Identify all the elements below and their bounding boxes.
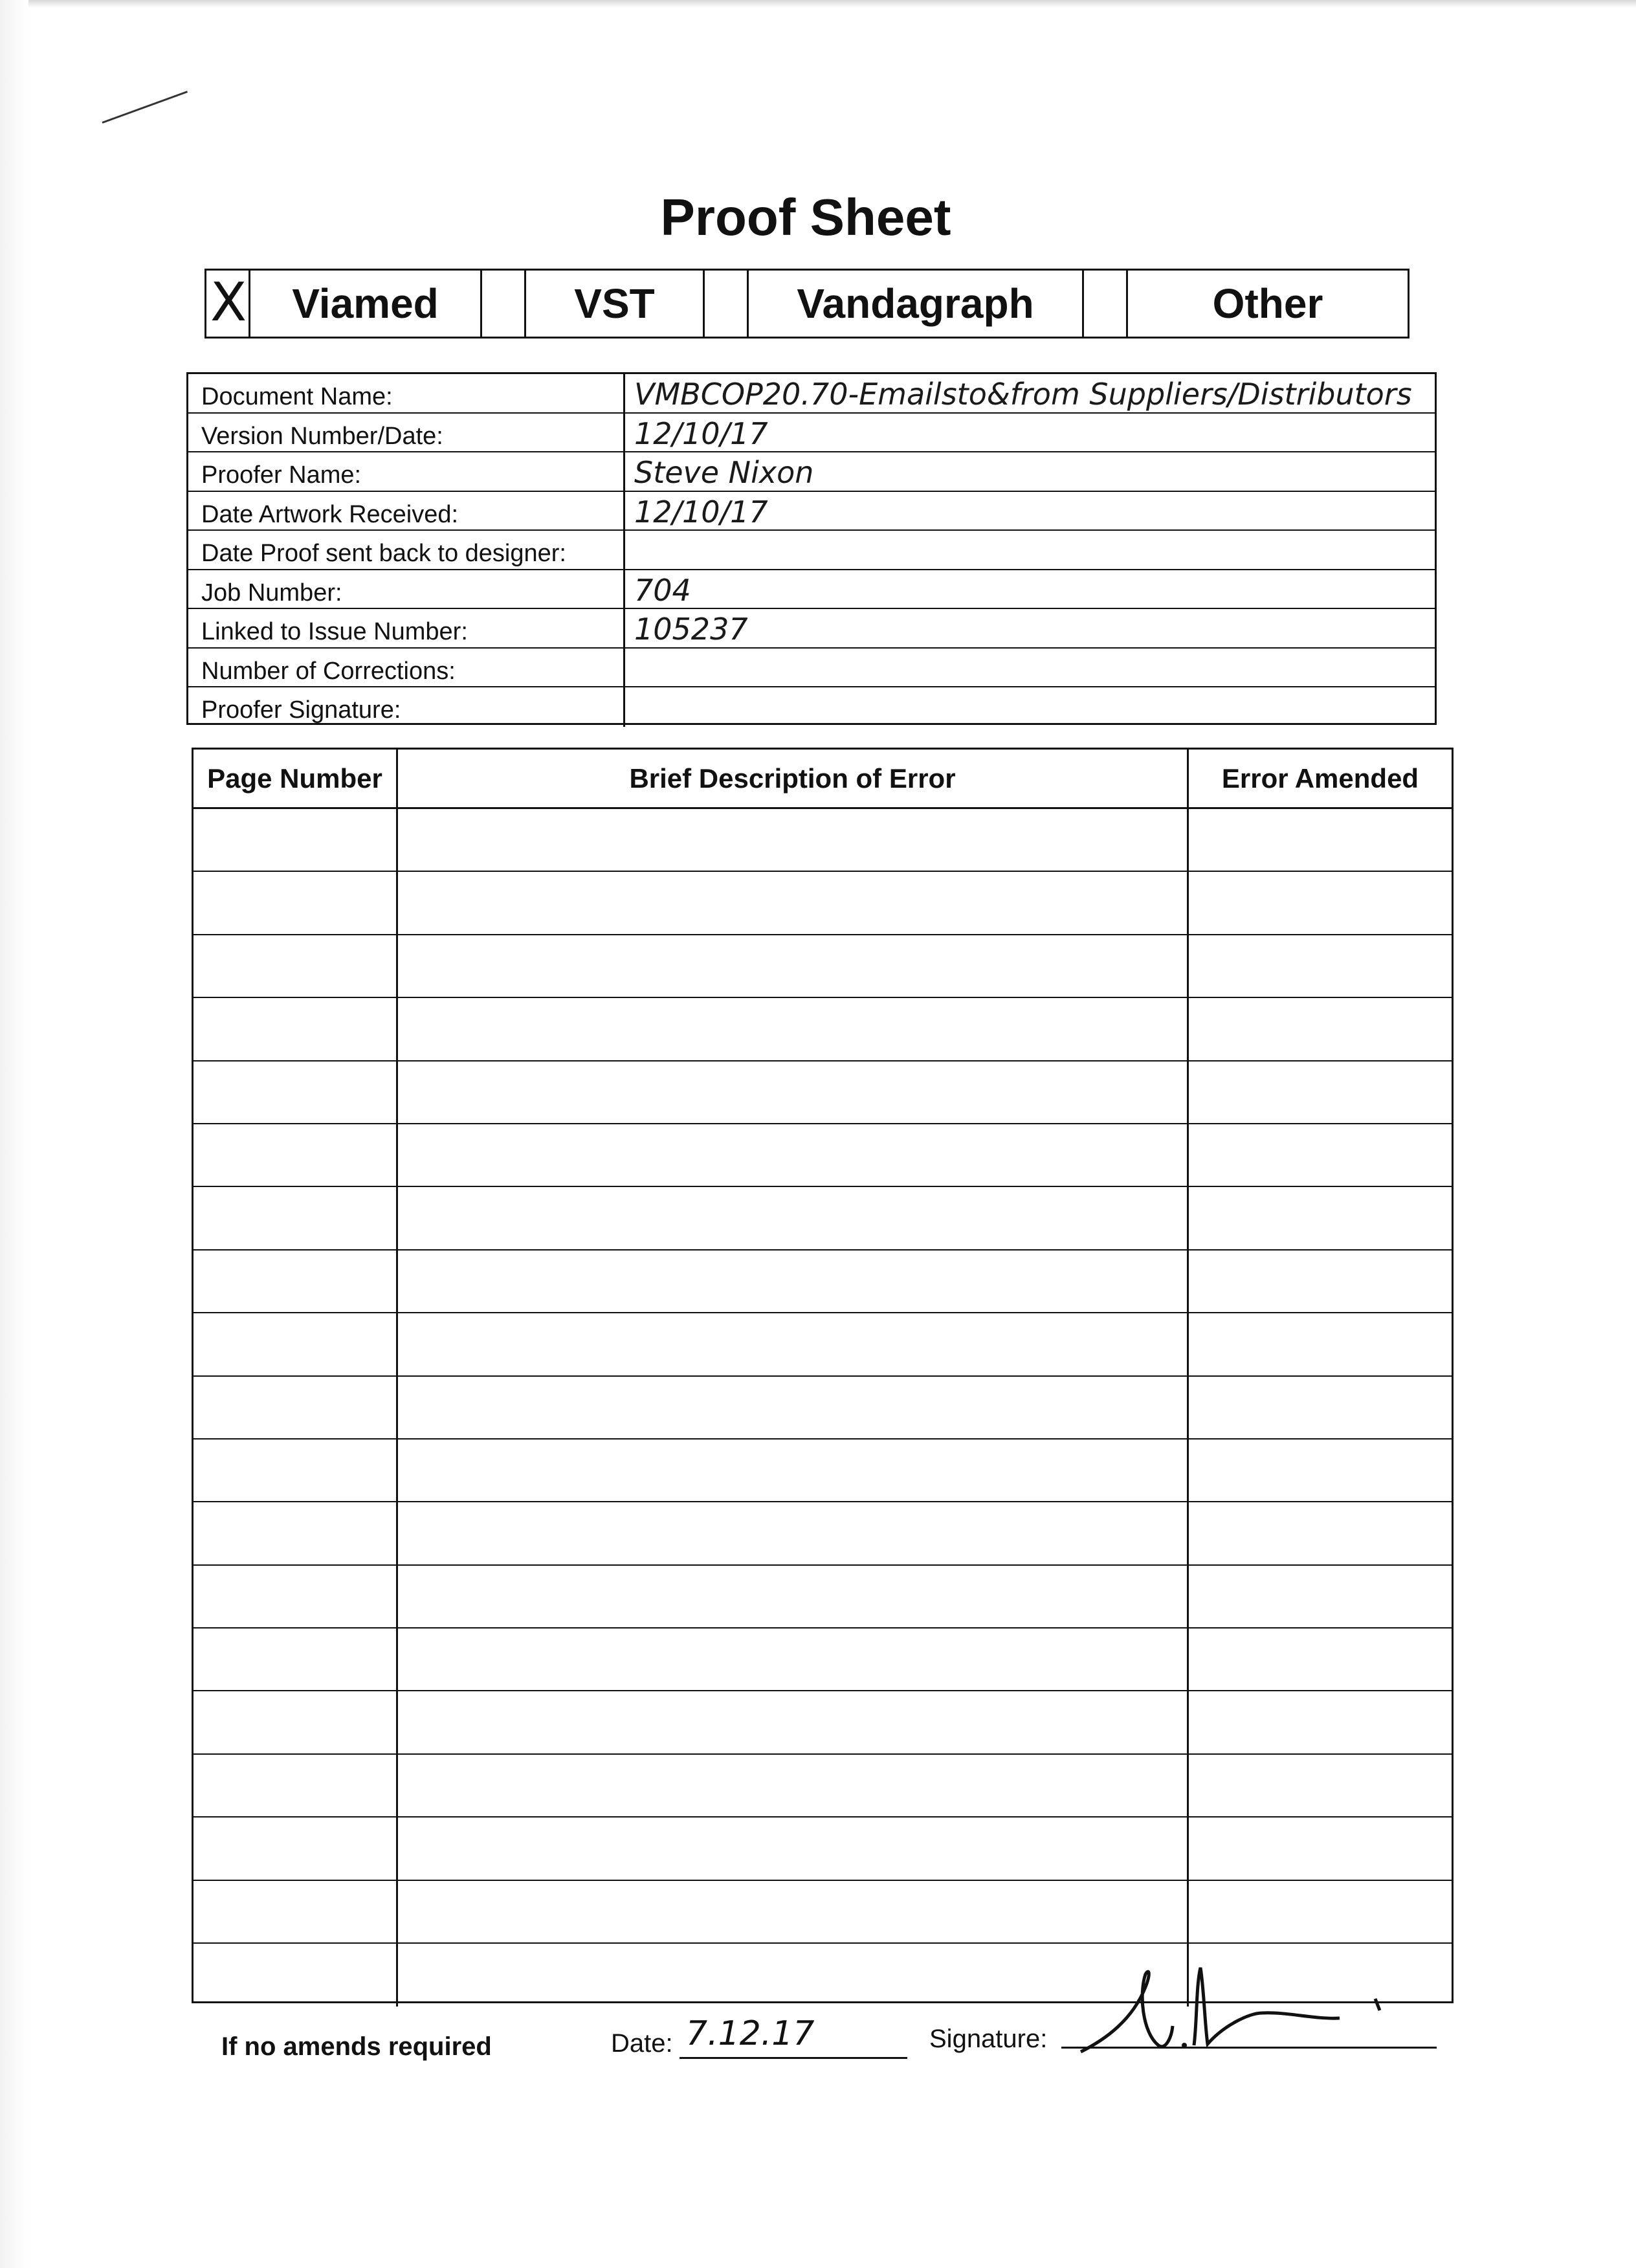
version-label: Version Number/Date: <box>188 414 625 452</box>
proofer-name-value: Steve Nixon <box>634 455 814 490</box>
error-table-row <box>193 1062 1452 1124</box>
vst-checkbox[interactable] <box>482 271 526 337</box>
description-cell[interactable] <box>398 1251 1189 1312</box>
document-name-field[interactable] <box>625 374 1435 412</box>
amended-cell[interactable] <box>1189 1187 1452 1249</box>
amended-cell[interactable] <box>1189 1313 1452 1375</box>
job-number-label: Job Number: <box>188 570 625 608</box>
error-table-row <box>193 1629 1452 1691</box>
error-table-row <box>193 1691 1452 1754</box>
document-info-table <box>186 372 1437 725</box>
page-number-cell[interactable] <box>193 1629 398 1690</box>
amended-cell[interactable] <box>1189 1755 1452 1816</box>
header-page-number: Page Number <box>193 750 398 807</box>
error-table-row <box>193 1313 1452 1376</box>
error-table-header <box>193 750 1452 809</box>
amended-cell[interactable] <box>1189 998 1452 1060</box>
error-table-row <box>193 1502 1452 1565</box>
amended-cell[interactable] <box>1189 1691 1452 1753</box>
description-cell[interactable] <box>398 1377 1189 1438</box>
signature-label: Signature: <box>929 2025 1048 2053</box>
proofer-signature-label: Proofer Signature: <box>188 687 625 727</box>
header-description: Brief Description of Error <box>398 750 1189 807</box>
header-error-amended: Error Amended <box>1221 762 1419 794</box>
artwork-received-value: 12/10/17 <box>634 494 768 529</box>
amended-cell[interactable] <box>1189 1566 1452 1627</box>
page-number-cell[interactable] <box>193 1251 398 1312</box>
info-row-signature <box>188 687 1435 727</box>
description-cell[interactable] <box>398 1755 1189 1816</box>
amended-cell[interactable] <box>1189 872 1452 933</box>
amended-cell[interactable] <box>1189 809 1452 871</box>
error-table-body <box>193 809 1452 2007</box>
linked-issue-value: 105237 <box>634 612 748 647</box>
error-table-row <box>193 935 1452 998</box>
proof-sent-back-label: Date Proof sent back to designer: <box>188 531 625 569</box>
date-field[interactable] <box>680 2057 907 2059</box>
error-table-row <box>193 809 1452 872</box>
proofer-name-field[interactable] <box>625 452 1435 491</box>
page-number-cell[interactable] <box>193 1124 398 1186</box>
page-number-cell[interactable] <box>193 935 398 997</box>
error-table-row <box>193 1566 1452 1629</box>
description-cell[interactable] <box>398 998 1189 1060</box>
error-table-row <box>193 1440 1452 1502</box>
amended-cell[interactable] <box>1189 1251 1452 1312</box>
page-number-cell[interactable] <box>193 998 398 1060</box>
artwork-received-label: Date Artwork Received: <box>188 492 625 530</box>
description-cell[interactable] <box>398 1818 1189 1879</box>
error-table-row <box>193 1377 1452 1440</box>
viamed-checkbox[interactable] <box>206 271 250 337</box>
error-table-row <box>193 1124 1452 1187</box>
other-checkbox[interactable] <box>1084 271 1128 337</box>
company-viamed: Viamed <box>250 271 482 337</box>
page-number-cell[interactable] <box>193 1944 398 2007</box>
company-vandagraph: Vandagraph <box>749 271 1084 337</box>
error-table-row <box>193 1251 1452 1313</box>
page-number-cell[interactable] <box>193 1502 398 1564</box>
amended-cell[interactable] <box>1189 1502 1452 1564</box>
page-number-cell[interactable] <box>193 1187 398 1249</box>
version-value: 12/10/17 <box>634 416 768 451</box>
info-row-corrections <box>188 649 1435 688</box>
corrections-label: Number of Corrections: <box>188 649 625 687</box>
info-row-proofer-name <box>188 452 1435 492</box>
job-number-field[interactable] <box>625 570 1435 608</box>
page-number-cell[interactable] <box>193 1818 398 1879</box>
document-name-label: Document Name: <box>188 374 625 412</box>
checked-mark: X <box>210 272 247 333</box>
description-cell[interactable] <box>398 1062 1189 1123</box>
page-number-cell[interactable] <box>193 1881 398 1942</box>
description-cell[interactable] <box>398 872 1189 933</box>
page-number-cell[interactable] <box>193 1440 398 1501</box>
company-vst: VST <box>526 271 705 337</box>
linked-issue-field[interactable] <box>625 609 1435 647</box>
page-number-cell[interactable] <box>193 1691 398 1753</box>
error-table-row <box>193 872 1452 935</box>
page-number-cell[interactable] <box>193 1566 398 1627</box>
company-selector <box>204 269 1409 339</box>
amended-cell[interactable] <box>1189 935 1452 997</box>
description-cell[interactable] <box>398 1440 1189 1501</box>
error-table-row <box>193 998 1452 1061</box>
linked-issue-label: Linked to Issue Number: <box>188 609 625 647</box>
page-number-cell[interactable] <box>193 1755 398 1816</box>
error-table-row <box>193 1755 1452 1818</box>
description-cell[interactable] <box>398 1566 1189 1627</box>
no-amends-label: If no amends required <box>221 2032 492 2061</box>
description-cell[interactable] <box>398 1124 1189 1186</box>
scan-top-edge <box>0 0 1636 8</box>
vandagraph-checkbox[interactable] <box>705 271 749 337</box>
company-other: Other <box>1212 280 1323 327</box>
description-cell[interactable] <box>398 1187 1189 1249</box>
description-cell[interactable] <box>398 1629 1189 1690</box>
amended-cell[interactable] <box>1189 1629 1452 1690</box>
amended-cell[interactable] <box>1189 1881 1452 1942</box>
corrections-field[interactable] <box>625 649 1435 687</box>
document-name-value: VMBCOP20.70-Emailsto&from Suppliers/Distributors <box>634 377 1412 412</box>
page-number-cell[interactable] <box>193 809 398 871</box>
info-row-linked-issue <box>188 609 1435 649</box>
description-cell[interactable] <box>398 1691 1189 1753</box>
amended-cell[interactable] <box>1189 1818 1452 1879</box>
info-row-artwork-received <box>188 492 1435 531</box>
description-cell[interactable] <box>398 1881 1189 1942</box>
proofer-signature-field[interactable] <box>625 687 1435 727</box>
date-value: 7.12.17 <box>686 2014 815 2053</box>
amended-cell[interactable] <box>1189 1124 1452 1186</box>
amended-cell[interactable] <box>1189 1062 1452 1123</box>
date-label: Date: <box>611 2029 673 2058</box>
artwork-received-field[interactable] <box>625 492 1435 530</box>
page-number-cell[interactable] <box>193 872 398 933</box>
description-cell[interactable] <box>398 1313 1189 1375</box>
pen-stroke-mark <box>102 91 188 124</box>
description-cell[interactable] <box>398 935 1189 997</box>
info-row-job-number <box>188 570 1435 610</box>
handwritten-signature <box>1068 1948 1404 2058</box>
error-table <box>192 748 1454 2003</box>
proof-sent-back-field[interactable] <box>625 531 1435 569</box>
proofer-name-label: Proofer Name: <box>188 452 625 491</box>
page-number-cell[interactable] <box>193 1062 398 1123</box>
page-number-cell[interactable] <box>193 1313 398 1375</box>
error-table-row <box>193 1881 1452 1944</box>
error-table-row <box>193 1187 1452 1250</box>
page-number-cell[interactable] <box>193 1377 398 1438</box>
page-title: Proof Sheet <box>660 188 951 246</box>
info-row-version <box>188 414 1435 453</box>
amended-cell[interactable] <box>1189 1440 1452 1501</box>
job-number-value: 704 <box>634 572 691 608</box>
error-table-row <box>193 1818 1452 1880</box>
description-cell[interactable] <box>398 1502 1189 1564</box>
amended-cell[interactable] <box>1189 1377 1452 1438</box>
info-row-proof-sent-back <box>188 531 1435 570</box>
scan-left-edge <box>0 0 28 2268</box>
info-row-document-name <box>188 374 1435 414</box>
description-cell[interactable] <box>398 809 1189 871</box>
version-field[interactable] <box>625 414 1435 452</box>
